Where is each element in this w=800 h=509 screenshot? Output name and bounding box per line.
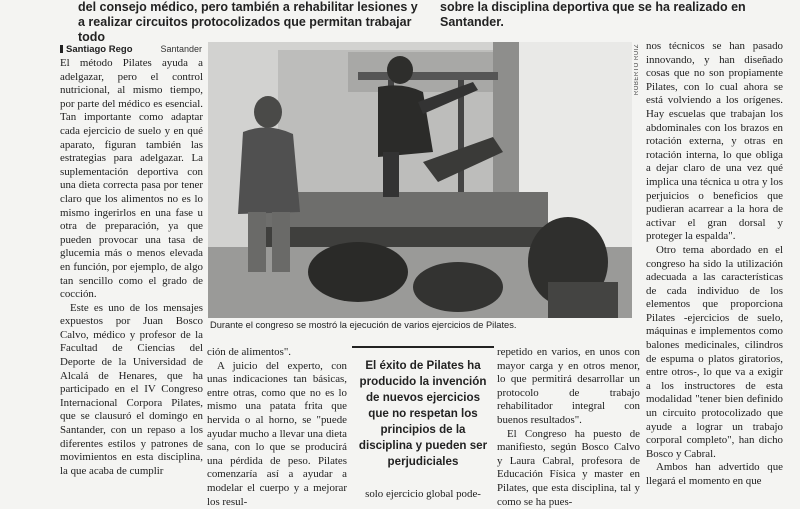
paragraph: repetido en varios, en unos con mayor carga y en otros menor, lo que permitirá desarrollar un protocolo de trabajo rehabilitador integral con buenos resultados". [497,346,640,426]
paragraph: El método Pilates ayuda a adelgazar, pero el control nutricional, al mismo tiempo, por parte del médico es esencial. Tan importante como adaptar cada ejercicio de suelo y en qué aparato, figuran también las estrategias para adelgazar. La suplementación deportiva con una dieta correcta pasa por tener claro que los alimentos no es lo mismo ingerirlos en una fase u otra de preparación, ya que pueden provocar una tasa de glucemia más o menos elevada en función, por ejemplo, de algo tan sencillo como el grado de cocción. [60,57,203,301]
paragraph: nos técnicos se han pasado innovando, y han diseñado cosas que no son propiamente Pilates, con lo cual ahora se está volviendo a los orígenes. Hay escuelas que trabajan los abdominales con los brazos en rotación externa, y otras en rotación interna, lo que obliga a dejar claro de una vez qué implica una técnica u otra y los perjuicios o beneficios que pudieran acarrear a la hora de activar el gran dorsal y proteger la espalda". [646,40,783,243]
byline [60,44,202,56]
article-column-3 [497,346,640,508]
subheadline-right: sobre la disciplina deportiva que se ha realizado en Santander. [440,0,746,29]
article-column-1 [60,57,203,500]
paragraph: A juicio del experto, con unas indicaciones tan básicas, entre otras, como que no es lo mismo una patata frita que hervida o al horno, se "puede ayudar mucho a llevar una dieta sana, con lo que se producirá una pérdida de peso. Pilates comenzaría así a ayudar a modelar el cuerpo y a mejorar los resul- [207,359,347,508]
pull-quote-text: El éxito de Pilates ha producido la invención de nuevos ejercicios que no respetan los principios de la disciplina y pueden ser perjudiciales [358,359,488,468]
paragraph: El Congreso ha puesto de manifiesto, según Bosco Calvo y Laura Cabral, profesora de Educación Física y master en Pilates, que esta disciplina, tal y como se ha pues- [497,427,640,508]
article-photo [208,42,632,318]
article-column-4 [646,40,783,500]
photo-credit: ROBERTO RUIZ [634,44,640,96]
dateline-place: Santander [160,44,202,54]
column-fragment: solo ejercicio global pode- [365,488,481,500]
paragraph: Ambos han advertido que llegará el momento en que [646,461,783,487]
paragraph: Otro tema abordado en el congreso ha sido la utilización adecuada a las características de cada individuo de los elementos que proporciona Pilates -ejercicios de suelo, máquinas e implementos como balones medicinales, cilindros de espuma o platos giratorios, entre otros-, lo que va a exigir a los instructores de esta modalidad "tener bien definido un circuito protocolizado que ayude a lograr un trabajo corporal completo", han dicho Bosco y Cabral. [646,243,783,460]
paragraph: Este es uno de los mensajes expuestos por Juan Bosco Calvo, médico y profesor de la Facultad de Ciencias del Deporte de la Universidad de Alcalá de Henares, que ha participado en el IV Congreso Internacional Corpora Pilates, que se clausuró el domingo en Santander, con un repaso a los diferentes estilos y patrones de movimientos en esta disciplina, la que acaba de cumplir [60,301,203,477]
byline-author: Santiago Rego [60,44,133,55]
pull-quote [352,346,494,502]
paragraph: ción de alimentos". [207,346,291,358]
subheadline-left: del consejo médico, pero también a rehabilitar lesiones y a realizar circuitos protocolizados que permitan trabajar todo [78,0,418,44]
photo-caption: Durante el congreso se mostró la ejecución de varios ejercicios de Pilates. [210,320,517,330]
article-column-2 [207,346,347,508]
pilates-demo-photo [208,42,632,318]
